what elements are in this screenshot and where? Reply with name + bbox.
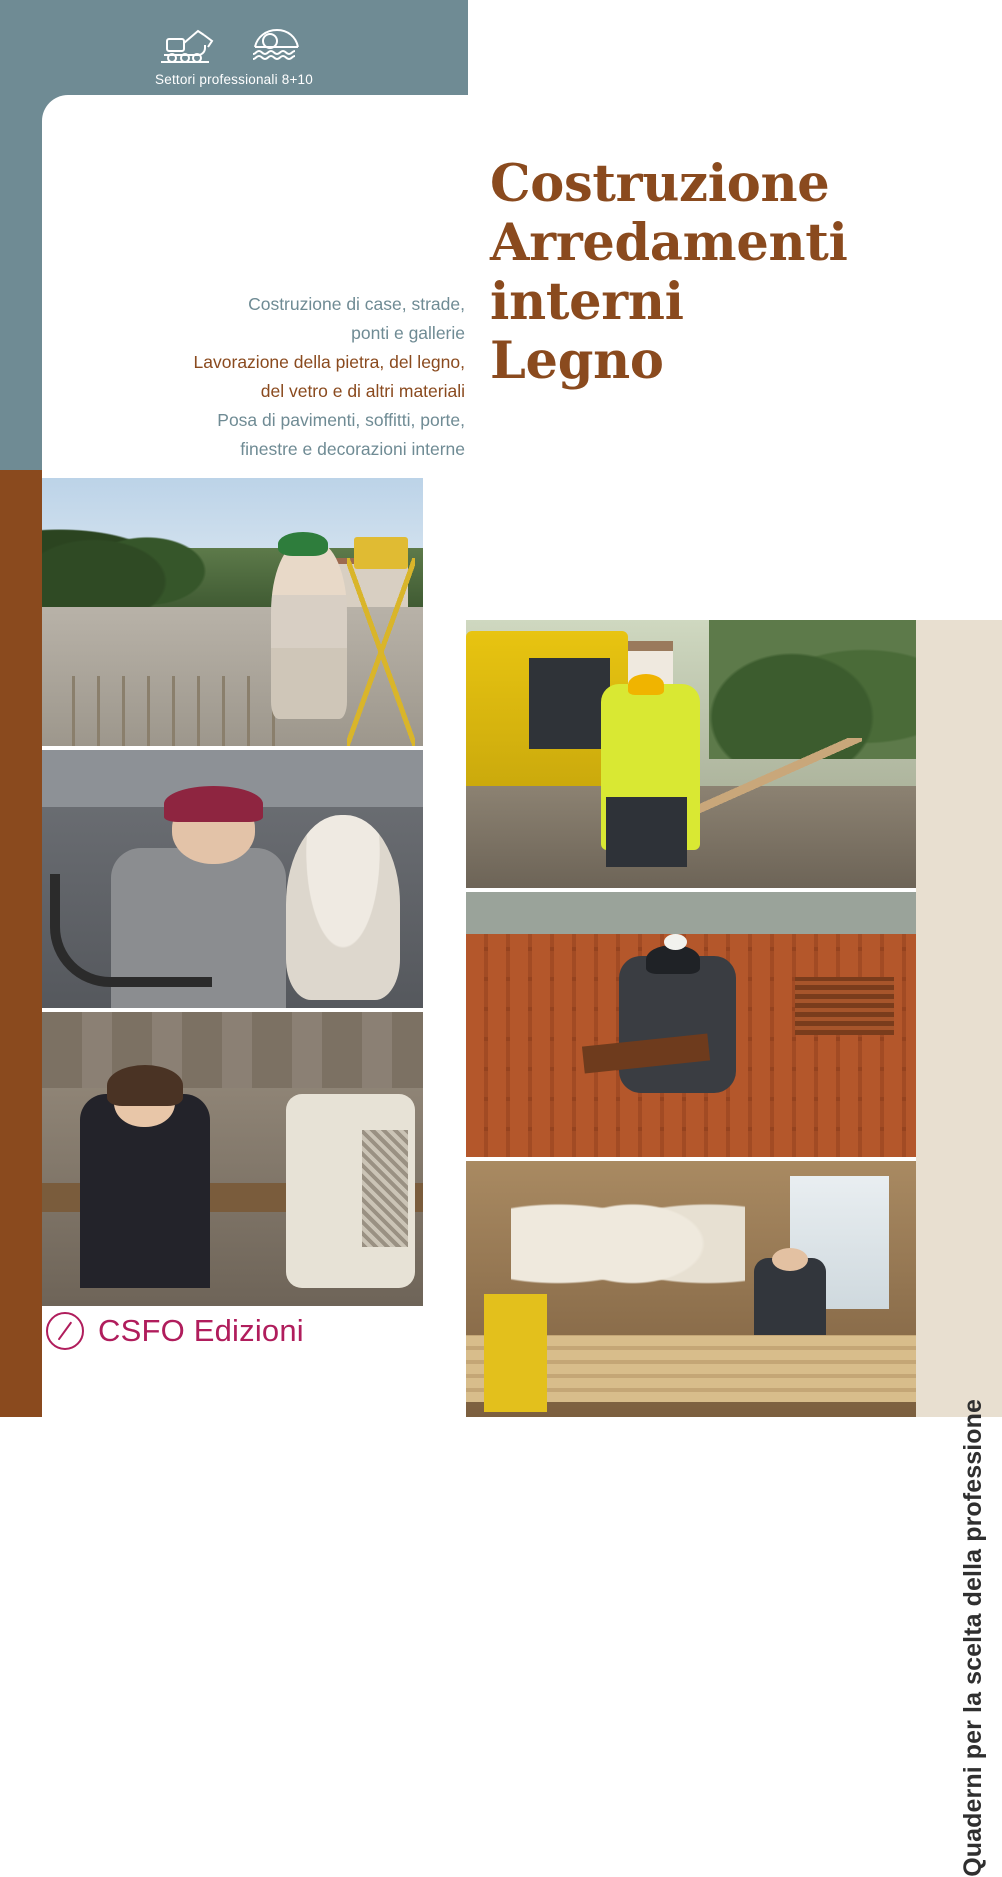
series-label: Quaderni per la scelta della professione: [959, 1399, 987, 1877]
title-line-2: Arredamenti: [490, 213, 848, 273]
left-brown-strip: [0, 470, 42, 1417]
photo-surveyor: [42, 478, 423, 746]
publisher-logo: [46, 1312, 304, 1350]
sector-icons: [0, 12, 468, 74]
excavator-icon: [159, 21, 221, 65]
cover-subtitle: [100, 290, 465, 464]
subtitle-line-3: Lavorazione della pietra, del legno,: [193, 352, 465, 372]
photo-upholsterer: [42, 1012, 423, 1306]
title-line-3: interni: [490, 272, 684, 332]
publisher-name: CSFO Edizioni: [98, 1313, 304, 1348]
title-line-4: Legno: [490, 331, 664, 391]
circular-saw-icon: [247, 21, 309, 65]
sector-caption: Settori professionali 8+10: [155, 72, 313, 87]
subtitle-line-1: Costruzione di case, strade,: [248, 294, 465, 314]
subtitle-line-2: ponti e gallerie: [351, 323, 465, 343]
photo-roofer: [466, 892, 916, 1157]
title-line-1: Costruzione: [490, 154, 830, 214]
compass-icon: [46, 1312, 84, 1350]
photo-carpentry-shop: [466, 1161, 916, 1417]
subtitle-line-4: del vetro e di altri materiali: [260, 381, 465, 401]
photo-roadwork: [466, 620, 916, 888]
photo-stone-carver: [42, 750, 423, 1008]
cover-title: [490, 155, 970, 391]
subtitle-line-5: Posa di pavimenti, soffitti, porte,: [217, 410, 465, 430]
right-beige-column: [916, 620, 1002, 1877]
subtitle-line-6: finestre e decorazioni interne: [240, 439, 465, 459]
